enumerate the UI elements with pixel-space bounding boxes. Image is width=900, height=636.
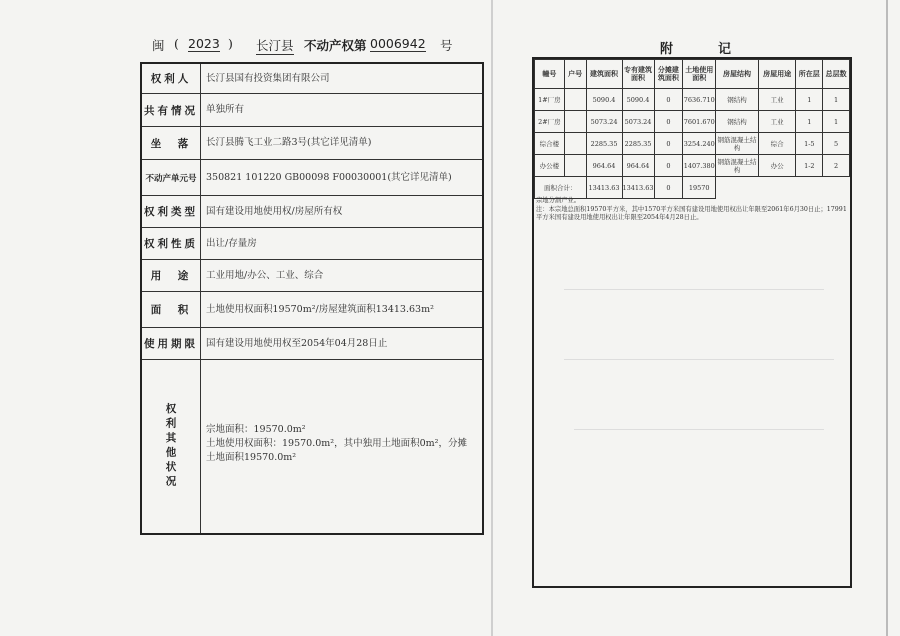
column-header: 建筑面积 xyxy=(586,60,622,89)
register-label: 共有情况 xyxy=(142,94,201,126)
register-label: 权利类型 xyxy=(142,196,201,227)
attachment-table xyxy=(534,59,850,199)
table-cell: 0 xyxy=(654,111,683,133)
table-cell: 办公楼 xyxy=(535,155,565,177)
table-cell: 964.64 xyxy=(622,155,654,177)
attachment-notes xyxy=(536,197,848,223)
other-rights-line: 土地使用权面积：19570.0m²，其中独用土地面积0m²，分摊土地面积19570.0m² xyxy=(206,438,467,463)
table-cell: 钢结构 xyxy=(716,89,759,111)
show-through-line xyxy=(574,429,824,430)
column-header: 所在层 xyxy=(796,60,823,89)
note-line: 宗地分割产业。 xyxy=(536,197,581,204)
other-rights-line: 宗地面积：19570.0m² xyxy=(206,424,306,435)
table-total-row xyxy=(535,177,850,199)
table-cell xyxy=(564,133,586,155)
table-cell: 0 xyxy=(654,155,683,177)
register-row xyxy=(142,127,482,160)
table-cell: 1 xyxy=(823,111,850,133)
table-cell: 964.64 xyxy=(586,155,622,177)
register-value: 国有建设用地使用权至2054年04月28日止 xyxy=(206,337,388,349)
table-cell: 钢结构 xyxy=(716,111,759,133)
register-table xyxy=(140,62,484,535)
header-year: 2023 xyxy=(188,36,220,51)
total-cell: 19570 xyxy=(683,177,716,199)
table-cell: 1 xyxy=(796,89,823,111)
other-rights-label: 权利其他状况 xyxy=(164,403,177,490)
other-rights-text xyxy=(206,423,476,465)
column-header: 专有建筑面积 xyxy=(622,60,654,89)
table-cell xyxy=(564,89,586,111)
header-number: 0006942 xyxy=(370,36,426,51)
column-header: 分摊建筑面积 xyxy=(654,60,683,89)
table-cell: 5090.4 xyxy=(622,89,654,111)
other-rights-label-cell xyxy=(142,360,201,533)
table-cell: 1 xyxy=(823,89,850,111)
column-header: 户号 xyxy=(564,60,586,89)
other-rights-row xyxy=(142,360,482,533)
table-cell: 3254.240 xyxy=(683,133,716,155)
attachment-header-row xyxy=(535,60,850,89)
register-label: 使用期限 xyxy=(142,328,201,359)
table-cell: 1#厂房 xyxy=(535,89,565,111)
table-cell: 2#厂房 xyxy=(535,111,565,133)
table-cell: 1-5 xyxy=(796,133,823,155)
register-row xyxy=(142,328,482,360)
show-through-line xyxy=(564,359,834,360)
table-cell: 综合楼 xyxy=(535,133,565,155)
register-value: 350821 101220 GB00098 F00030001(其它详见清单) xyxy=(206,171,452,183)
register-label: 权利性质 xyxy=(142,228,201,259)
table-cell: 5073.24 xyxy=(622,111,654,133)
register-label: 用 途 xyxy=(142,260,201,291)
table-row xyxy=(535,155,850,177)
column-header: 总层数 xyxy=(823,60,850,89)
show-through-line xyxy=(564,289,824,290)
header-label: 不动产权第 xyxy=(304,38,367,53)
register-value: 长汀县国有投资集团有限公司 xyxy=(206,72,330,84)
register-label: 不动产单元号 xyxy=(142,160,201,195)
register-value: 长汀县腾飞工业二路3号(其它详见清单) xyxy=(206,137,372,148)
header-prefix: 闽 xyxy=(152,38,165,53)
table-cell: 5 xyxy=(823,133,850,155)
table-row xyxy=(535,111,850,133)
register-row xyxy=(142,94,482,127)
register-value: 国有建设用地使用权/房屋所有权 xyxy=(206,205,343,217)
table-cell: 2285.35 xyxy=(622,133,654,155)
column-header: 土地使用面积 xyxy=(683,60,716,89)
total-label: 面积合计： xyxy=(535,177,587,199)
header-paren-open: ( xyxy=(174,36,179,51)
table-cell xyxy=(564,111,586,133)
table-cell: 2285.35 xyxy=(586,133,622,155)
register-row xyxy=(142,196,482,228)
total-cell: 13413.63 xyxy=(622,177,654,199)
register-row xyxy=(142,292,482,328)
register-label: 面 积 xyxy=(142,292,201,327)
table-cell: 综合 xyxy=(758,133,796,155)
certificate-header xyxy=(140,36,485,58)
table-cell: 5090.4 xyxy=(586,89,622,111)
register-label: 权利人 xyxy=(142,64,201,93)
register-value: 工业用地/办公、工业、综合 xyxy=(206,269,324,281)
table-cell: 7601.670 xyxy=(683,111,716,133)
register-row xyxy=(142,160,482,196)
register-row xyxy=(142,64,482,94)
header-paren-close: ) xyxy=(228,36,233,51)
total-cell: 13413.63 xyxy=(586,177,622,199)
attachment-title: 附 记 xyxy=(660,42,748,57)
total-cell: 0 xyxy=(654,177,683,199)
page-fold xyxy=(491,0,493,636)
table-cell: 1 xyxy=(796,111,823,133)
column-header: 幢号 xyxy=(535,60,565,89)
table-cell: 钢筋混凝土结构 xyxy=(716,155,759,177)
table-cell: 办公 xyxy=(758,155,796,177)
table-row xyxy=(535,133,850,155)
table-cell: 1407.380 xyxy=(683,155,716,177)
column-header: 房屋结构 xyxy=(716,60,759,89)
register-value: 单独所有 xyxy=(206,104,245,115)
register-value: 土地使用权面积19570m²/房屋建筑面积13413.63m² xyxy=(206,303,434,315)
attachment-box xyxy=(532,57,852,588)
header-suffix: 号 xyxy=(440,38,453,53)
table-cell: 2 xyxy=(823,155,850,177)
table-cell: 5073.24 xyxy=(586,111,622,133)
table-cell: 7636.710 xyxy=(683,89,716,111)
table-cell: 工业 xyxy=(758,111,796,133)
register-label: 坐 落 xyxy=(142,127,201,159)
table-cell: 钢筋混凝土结构 xyxy=(716,133,759,155)
header-county: 长汀县 xyxy=(256,38,294,53)
register-row xyxy=(142,260,482,292)
table-cell: 1-2 xyxy=(796,155,823,177)
register-row xyxy=(142,228,482,260)
total-empty xyxy=(716,177,850,199)
note-line: 注：本宗地总面积19570平方米，其中1570平方米国有建设用地使用权出让年限至2061年6月30日止；17991平方米国有建设用地使用权出让年限至2054年4月28日止。 xyxy=(536,205,847,221)
table-cell xyxy=(564,155,586,177)
table-row xyxy=(535,89,850,111)
column-header: 房屋用途 xyxy=(758,60,796,89)
table-cell: 工业 xyxy=(758,89,796,111)
table-cell: 0 xyxy=(654,89,683,111)
page-edge xyxy=(886,0,888,636)
table-cell: 0 xyxy=(654,133,683,155)
register-value: 出让/存量房 xyxy=(206,237,257,249)
